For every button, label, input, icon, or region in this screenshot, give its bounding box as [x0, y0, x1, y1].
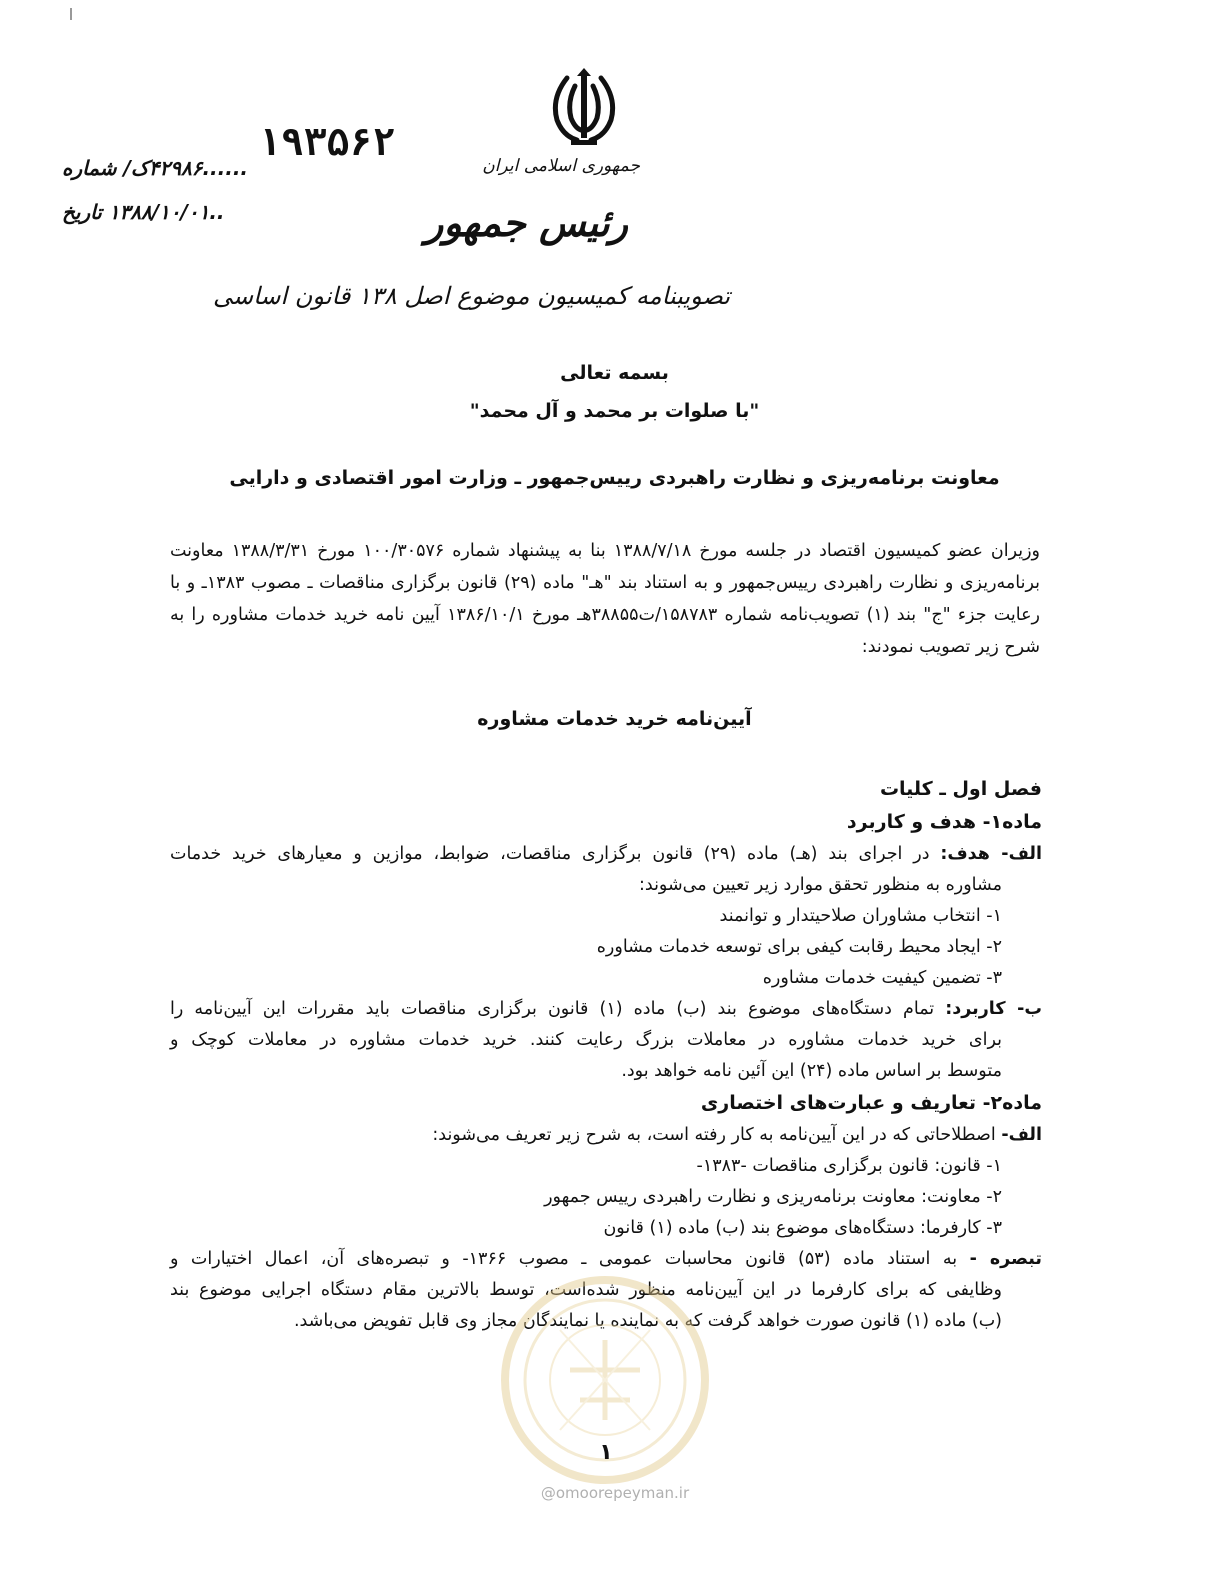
- stamp-number: ۱۹۳۵۶۲: [258, 120, 396, 164]
- article2-a-text: اصطلاحاتی که در این آیین‌نامه به کار رفته است، به شرح زیر تعریف می‌شوند:: [432, 1125, 996, 1145]
- article1-title: ماده۱- هدف و کاربرد: [846, 811, 1042, 833]
- article2-a-line: [170, 1120, 1042, 1151]
- goal-item: ۱- انتخاب مشاوران صلاحیتدار و توانمند: [719, 906, 1002, 926]
- definition-item: ۱- قانون: قانون برگزاری مناقصات -۱۳۸۳-: [696, 1156, 1002, 1176]
- regulation-body: [170, 773, 1042, 1337]
- article1-a-line2: مشاوره به منظور تحقق موارد زیر تعیین می‌شوند:: [638, 875, 1002, 895]
- article1-a-label: الف- هدف:: [940, 844, 1042, 864]
- article1-a-text1: در اجرای بند (هـ) ماده (۲۹) قانون برگزاری مناقصات، ضوابط، موازین و معیارهای خرید خدمات: [170, 844, 930, 864]
- letter-date: ..۱۳۸۸/۱۰/۰۱ تاریخ: [62, 200, 225, 224]
- note-label: تبصره -: [969, 1249, 1043, 1269]
- article2-title: ماده۲- تعاریف و عبارت‌های اختصاری: [700, 1092, 1042, 1114]
- definition-item: ۳- کارفرما: دستگاه‌های موضوع بند (ب) ماده (۱) قانون: [603, 1218, 1002, 1238]
- letterhead-commission: تصویبنامه کمیسیون موضوع اصل ۱۳۸ قانون اساسی: [212, 282, 730, 310]
- goal-item: ۲- ایجاد محیط رقابت کیفی برای توسعه خدمات مشاوره: [596, 937, 1002, 957]
- chapter-title: فصل اول ـ کلیات: [879, 778, 1042, 800]
- letterhead-office: رئیس جمهور: [424, 200, 628, 245]
- scan-mark: [70, 8, 72, 20]
- letter-number: ......۴۲۹۸۶ک/ شماره: [62, 156, 249, 180]
- article2-a-label: الف-: [1001, 1125, 1042, 1145]
- document-title: آیین‌نامه خرید خدمات مشاوره: [477, 708, 752, 730]
- article1-b-label: ب- کاربرد:: [945, 999, 1042, 1019]
- note-line2: وظایفی که برای کارفرما در این آیین‌نامه منظور شده‌است، توسط بالاترین مقام دستگاه اجرایی موضوع بند: [170, 1280, 1002, 1300]
- bismillah: بسمه تعالی: [560, 362, 669, 384]
- page-number: ۱: [599, 1440, 613, 1465]
- letterhead-country: جمهوری اسلامی ایران: [482, 156, 640, 176]
- goal-item: ۳- تضمین کیفیت خدمات مشاوره: [762, 968, 1002, 988]
- salawat: "با صلوات بر محمد و آل محمد": [469, 400, 760, 422]
- article1-b-text1: تمام دستگاه‌های موضوع بند (ب) ماده (۱) قانون برگزاری مناقصات باید مقررات این آیین‌نامه را: [170, 999, 935, 1019]
- article1-b-line2: برای خرید خدمات مشاوره در معاملات بزرگ رعایت کنند. خرید خدمات مشاوره در معاملات کوچک و: [170, 1030, 1002, 1050]
- article1-b-line3: متوسط بر اساس ماده (۲۴) این آئین نامه خواهد بود.: [621, 1061, 1002, 1081]
- iran-emblem-icon: [547, 68, 621, 150]
- note-line3: (ب) ماده (۱) قانون صورت خواهد گرفت که به نماینده یا نمایندگان مجاز وی قابل تفویض می‌باشد.: [293, 1311, 1002, 1331]
- article1-a-line1: [170, 839, 1042, 870]
- preamble-paragraph: وزیران عضو کمیسیون اقتصاد در جلسه مورخ ۱۳۸۸/۷/۱۸ بنا به پیشنهاد شماره ۱۰۰/۳۰۵۷۶ مورخ ۱۳۸۸/۳/۳۱ معاونت برنامه‌ریزی و نظارت راهبردی رییس‌جمهور و به استناد بند "هـ" ماده (۲۹) قانون برگزاری مناقصات ـ مصوب ۱۳۸۳ـ و با رعایت جزء "ج" بند (۱) تصویب‌نامه شماره ۱۵۸۷۸۳/ت۳۸۸۵۵هـ مورخ ۱۳۸۶/۱۰/۱ آیین نامه خرید خدمات مشاوره را به شرح زیر تصویب نمودند:: [170, 541, 1040, 657]
- definition-item: ۲- معاونت: معاونت برنامه‌ریزی و نظارت راهبردی رییس جمهور: [544, 1187, 1002, 1207]
- recipients-line: معاونت برنامه‌ریزی و نظارت راهبردی رییس‌جمهور ـ وزارت امور اقتصادی و دارایی: [229, 467, 1000, 489]
- article1-b-line1: [170, 994, 1042, 1025]
- watermark-site: @omoorepeyman.ir: [540, 1484, 690, 1502]
- note-text1: به استناد ماده (۵۳) قانون محاسبات عمومی ـ مصوب ۱۳۶۶- و تبصره‌های آن، اعمال اختیارات و: [170, 1249, 958, 1269]
